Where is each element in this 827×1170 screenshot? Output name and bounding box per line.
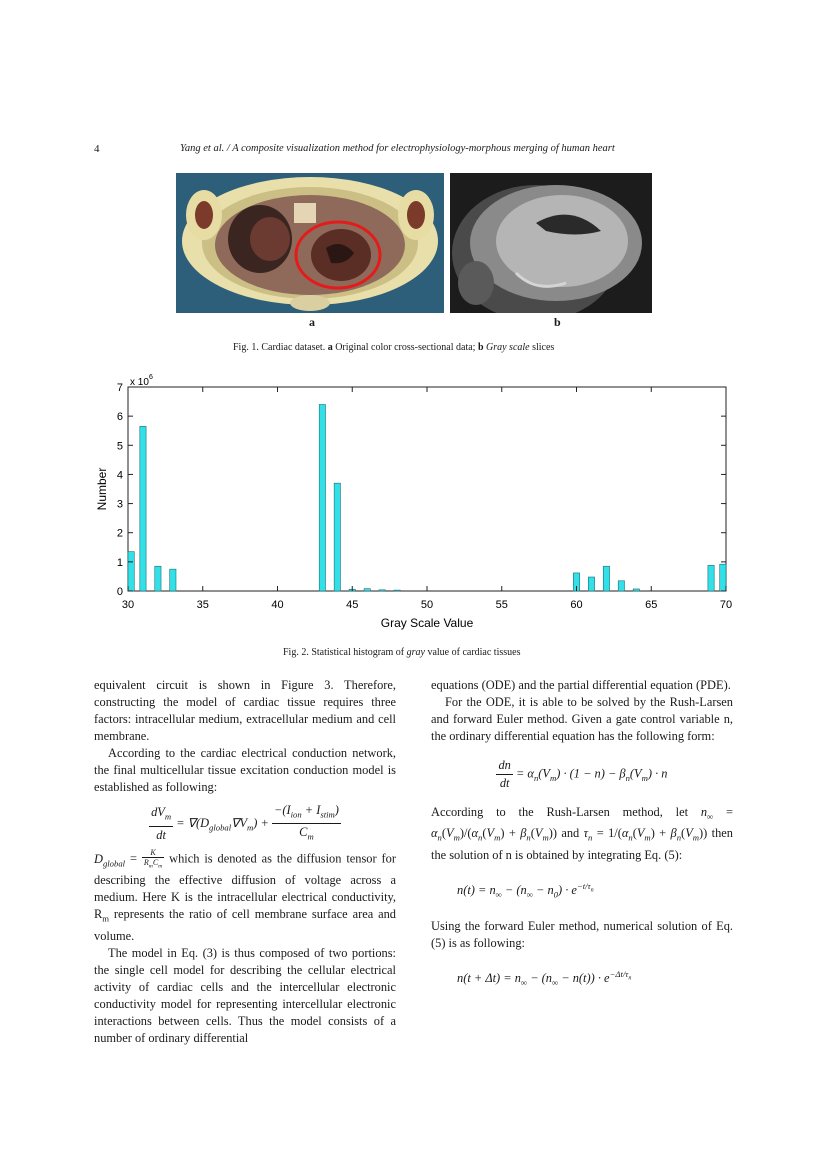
right-paragraph-3: According to the Rush-Larsen method, let $n_\infty = \alpha_n(V_m)/(\alpha_n(V_m) + \beta_n(V_m))$ and $\tau_n = 1/(\alpha_n(V_m) + \beta_n(V_m))$ then the solution of n is obtained by integrating Eq. (5): <box>431 805 733 862</box>
y-tick-label: 3 <box>116 498 123 511</box>
right-paragraph-3a: According to the Rush-Larsen method, let <box>431 805 701 819</box>
equation-7: $n(t + \Delta t) = n_\infty - (n_\infty - n(t)) \cdot e^{-\Delta t/\tau_n}$ <box>457 968 632 988</box>
figure-2-caption <box>283 647 520 658</box>
right-paragraph-1: equations (ODE) and the partial differential equation (PDE). <box>431 678 731 692</box>
x-tick-label: 50 <box>420 599 434 611</box>
x-tick-label: 40 <box>271 599 284 611</box>
right-paragraph-4: Using the forward Euler method, numerical solution of Eq. (5) is as following: <box>431 918 733 950</box>
histogram-bar <box>128 552 134 591</box>
y-multiplier: x 10 <box>130 377 149 388</box>
x-tick-label: 45 <box>346 599 359 611</box>
x-tick-label: 60 <box>570 599 583 611</box>
histogram-bar <box>720 564 726 591</box>
left-paragraph-3: $D_{global}$ = $\frac{K}{R_mC_m}$ which is denoted as the diffusion tensor for describing the effective diffusion of voltage across a medium. Here K is the intracellular electrical conductivity, $R_m$ represents the ratio of cell membrane surface area and volume. <box>94 847 396 943</box>
page-number: 4 <box>94 143 100 155</box>
caption-prefix: Fig. 1. Cardiac dataset. <box>233 342 328 353</box>
caption-end: slices <box>529 342 555 353</box>
histogram-bar <box>603 566 609 591</box>
histogram-bar <box>394 590 400 591</box>
histogram-bar <box>588 577 594 591</box>
y-tick-label: 6 <box>116 411 123 424</box>
left-paragraph-2: According to the cardiac electrical conduction network, the final multicellular tissue excitation conduction model is established as following: <box>94 746 396 794</box>
caption-a-marker: a <box>327 342 333 353</box>
right-paragraph-2: For the ODE, it is able to be solved by the Rush-Larsen and forward Euler method. Given a gate control variable n, the ordinary differential equation has the following form: <box>431 695 733 743</box>
y-tick-label: 2 <box>116 527 123 540</box>
histogram-bar <box>633 589 639 591</box>
figure-1-caption <box>233 342 554 353</box>
panel-b-label: b <box>554 315 561 329</box>
x-axis-label: Gray Scale Value <box>380 616 474 630</box>
equation-5: $\frac{dn}{dt}$ = $\alpha_n(V_m) \cdot (1 - n) - \beta_n(V_m) \cdot n$ <box>498 758 668 790</box>
figure-1-images <box>176 173 652 313</box>
equation-6: $n(t) = n_\infty - (n_\infty - n_0) \cdot e^{-t/\tau_n}$ <box>457 880 594 900</box>
histogram-bar <box>708 565 714 591</box>
equation-3: $\frac{dV_m}{dt}$ = $\nabla(D_{global}\nabla V_m)$ + $\frac{-(I_{ion} + I_{stim})}{C_m}$ <box>151 803 339 842</box>
x-tick-label: 70 <box>719 599 733 611</box>
caption-b-marker: b <box>477 342 484 353</box>
y-exponent: 6 <box>149 374 153 381</box>
caption-a-text: Original color cross-sectional data; <box>332 342 478 353</box>
histogram-bar <box>618 581 624 591</box>
fig2-caption-suffix: value of cardiac tissues <box>424 647 521 658</box>
histogram-bar <box>140 426 146 591</box>
x-tick-label: 55 <box>495 599 508 611</box>
histogram-bar <box>364 589 370 591</box>
left-paragraph-3-text2: represents the ratio of cell membrane surface area and volume. <box>94 907 396 943</box>
histogram-bar <box>379 590 385 591</box>
x-tick-label: 65 <box>645 599 658 611</box>
fig2-caption-prefix: Fig. 2. Statistical histogram of <box>283 647 407 658</box>
cross-section-color-image <box>176 173 444 313</box>
gray-scale-slice-image <box>450 173 652 313</box>
right-column <box>431 677 733 991</box>
caption-b-text: Gray scale <box>486 342 530 353</box>
right-paragraph-3b: then the solution of n is obtained by integrating Eq. (5): <box>431 826 733 862</box>
y-tick-label: 0 <box>116 586 123 598</box>
x-tick-label: 35 <box>196 599 209 611</box>
figure-2 <box>92 372 742 639</box>
fig2-caption-italic: gray <box>406 647 425 658</box>
left-column <box>94 677 396 1047</box>
x-tick-label: 30 <box>121 599 135 611</box>
y-tick-label: 7 <box>116 382 123 394</box>
running-title: Yang et al. / A composite visualization method for electrophysiology-morphous merging of human heart <box>180 143 615 154</box>
left-paragraph-4: The model in Eq. (3) is thus composed of two portions: the single cell model for describing the cellular electrical activity of cardiac cells and the intercellular electronic conductivity model for representing intercellular electronic interactions between cells. Thus the model consists of a number of ordinary differential <box>94 945 396 1045</box>
panel-a-label: a <box>309 315 315 329</box>
histogram-bar <box>170 569 176 591</box>
histogram-bar <box>334 483 340 591</box>
histogram-bar <box>319 404 325 591</box>
figure-1 <box>176 173 652 313</box>
histogram-bar <box>155 566 161 591</box>
left-paragraph-1: equivalent circuit is shown in Figure 3. Therefore, constructing the model of cardiac tissue requires three factors: intracellular medium, extracellular medium and cell membrane. <box>94 678 396 743</box>
y-axis-label: Number <box>95 467 109 511</box>
histogram-chart <box>92 372 742 634</box>
y-tick-label: 5 <box>116 440 123 453</box>
plot-frame <box>128 387 726 591</box>
y-tick-label: 1 <box>116 556 123 569</box>
left-paragraph-3-text: which is denoted as the diffusion tensor for describing the effective diffusion of voltage across a medium. Here K is the intracellular electrical conductivity, R <box>94 851 396 922</box>
y-tick-label: 4 <box>116 469 123 482</box>
